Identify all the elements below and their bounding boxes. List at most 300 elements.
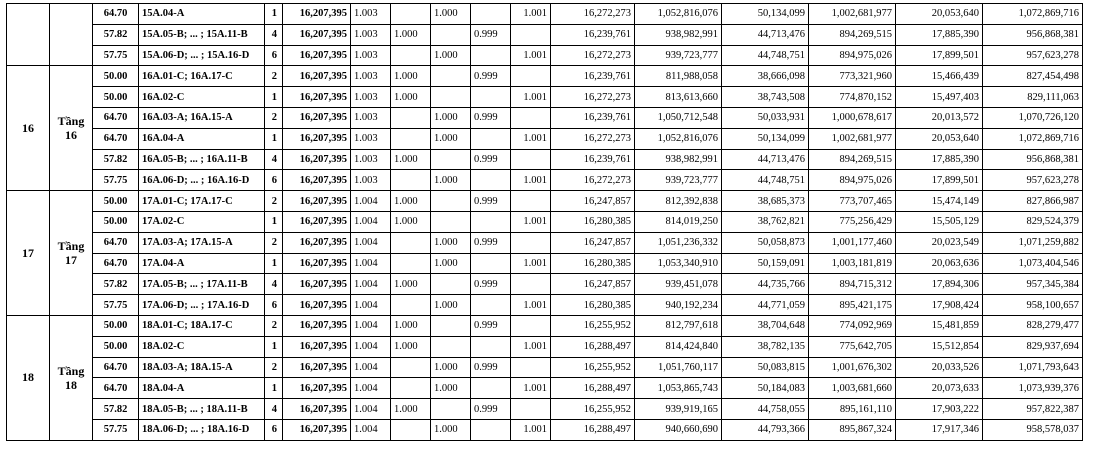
amount-3-cell: 17,894,306 (896, 274, 983, 295)
floor-number-cell: 18 (7, 315, 50, 440)
amount-2-cell: 894,975,026 (809, 45, 896, 66)
total-price-cell: 1,053,865,743 (635, 378, 722, 399)
coefficient-2-cell (391, 419, 431, 440)
coefficient-3-cell: 1.000 (431, 107, 471, 128)
table-row (7, 295, 1083, 316)
amount-1-cell: 38,685,373 (722, 191, 809, 212)
amount-3-cell: 20,033,526 (896, 357, 983, 378)
amount-1-cell: 50,058,873 (722, 232, 809, 253)
amount-3-cell: 15,481,859 (896, 315, 983, 336)
table-row (7, 191, 1083, 212)
amount-3-cell: 20,053,640 (896, 4, 983, 25)
amount-1-cell: 44,713,476 (722, 149, 809, 170)
total-price-cell: 812,797,618 (635, 315, 722, 336)
area-cell: 64.70 (93, 378, 139, 399)
area-cell: 50.00 (93, 336, 139, 357)
apartment-code-cell: 17A.04-A (139, 253, 265, 274)
unit-price-cell: 16,288,497 (551, 419, 635, 440)
amount-2-cell: 894,715,312 (809, 274, 896, 295)
coefficient-4-cell: 0.999 (471, 357, 511, 378)
quantity-cell: 4 (265, 274, 283, 295)
quantity-cell: 6 (265, 45, 283, 66)
amount-3-cell: 20,063,636 (896, 253, 983, 274)
coefficient-4-cell: 0.999 (471, 232, 511, 253)
table-row (7, 170, 1083, 191)
coefficient-4-cell: 0.999 (471, 107, 511, 128)
base-price-cell: 16,207,395 (283, 211, 351, 232)
base-price-cell: 16,207,395 (283, 149, 351, 170)
coefficient-4-cell (471, 253, 511, 274)
coefficient-2-cell: 1.000 (391, 87, 431, 108)
floor-label-cell: Tầng 18 (50, 315, 93, 440)
quantity-cell: 2 (265, 357, 283, 378)
coefficient-2-cell (391, 128, 431, 149)
coefficient-2-cell: 1.000 (391, 399, 431, 420)
quantity-cell: 6 (265, 295, 283, 316)
coefficient-4-cell: 0.999 (471, 315, 511, 336)
quantity-cell: 1 (265, 211, 283, 232)
amount-2-cell: 894,269,515 (809, 24, 896, 45)
coefficient-5-cell: 1.001 (511, 253, 551, 274)
coefficient-5-cell: 1.001 (511, 211, 551, 232)
coefficient-3-cell: 1.000 (431, 232, 471, 253)
table-row (7, 315, 1083, 336)
amount-4-cell: 1,073,404,546 (983, 253, 1083, 274)
total-price-cell: 814,019,250 (635, 211, 722, 232)
coefficient-2-cell (391, 107, 431, 128)
coefficient-2-cell (391, 357, 431, 378)
coefficient-2-cell: 1.000 (391, 315, 431, 336)
amount-1-cell: 44,758,055 (722, 399, 809, 420)
apartment-code-cell: 16A.05-B; ... ; 16A.11-B (139, 149, 265, 170)
quantity-cell: 1 (265, 128, 283, 149)
coefficient-1-cell: 1.004 (351, 295, 391, 316)
coefficient-4-cell (471, 87, 511, 108)
coefficient-5-cell: 1.001 (511, 87, 551, 108)
apartment-code-cell: 18A.01-C; 18A.17-C (139, 315, 265, 336)
table-row (7, 336, 1083, 357)
coefficient-2-cell (391, 45, 431, 66)
amount-1-cell: 44,735,766 (722, 274, 809, 295)
total-price-cell: 940,192,234 (635, 295, 722, 316)
coefficient-1-cell: 1.004 (351, 357, 391, 378)
table-row (7, 399, 1083, 420)
base-price-cell: 16,207,395 (283, 357, 351, 378)
coefficient-4-cell (471, 45, 511, 66)
coefficient-3-cell (431, 274, 471, 295)
coefficient-1-cell: 1.003 (351, 149, 391, 170)
area-cell: 50.00 (93, 191, 139, 212)
coefficient-2-cell: 1.000 (391, 24, 431, 45)
coefficient-5-cell (511, 399, 551, 420)
apartment-code-cell: 16A.03-A; 16A.15-A (139, 107, 265, 128)
base-price-cell: 16,207,395 (283, 170, 351, 191)
total-price-cell: 939,723,777 (635, 170, 722, 191)
amount-4-cell: 956,868,381 (983, 149, 1083, 170)
table-row (7, 107, 1083, 128)
area-cell: 64.70 (93, 107, 139, 128)
amount-1-cell: 50,083,815 (722, 357, 809, 378)
base-price-cell: 16,207,395 (283, 24, 351, 45)
coefficient-4-cell: 0.999 (471, 66, 511, 87)
amount-2-cell: 1,002,681,977 (809, 4, 896, 25)
coefficient-4-cell: 0.999 (471, 274, 511, 295)
amount-1-cell: 38,782,135 (722, 336, 809, 357)
table-row (7, 24, 1083, 45)
amount-3-cell: 17,885,390 (896, 149, 983, 170)
unit-price-cell: 16,247,857 (551, 232, 635, 253)
amount-4-cell: 827,454,498 (983, 66, 1083, 87)
apartment-code-cell: 15A.05-B; ... ; 15A.11-B (139, 24, 265, 45)
coefficient-4-cell (471, 211, 511, 232)
amount-2-cell: 895,161,110 (809, 399, 896, 420)
amount-4-cell: 828,279,477 (983, 315, 1083, 336)
coefficient-1-cell: 1.004 (351, 232, 391, 253)
unit-price-cell: 16,272,273 (551, 170, 635, 191)
area-cell: 64.70 (93, 4, 139, 25)
amount-1-cell: 38,762,821 (722, 211, 809, 232)
total-price-cell: 814,424,840 (635, 336, 722, 357)
base-price-cell: 16,207,395 (283, 274, 351, 295)
amount-3-cell: 17,908,424 (896, 295, 983, 316)
coefficient-3-cell: 1.000 (431, 4, 471, 25)
amount-1-cell: 44,793,366 (722, 419, 809, 440)
coefficient-3-cell: 1.000 (431, 170, 471, 191)
apartment-code-cell: 18A.04-A (139, 378, 265, 399)
amount-1-cell: 38,743,508 (722, 87, 809, 108)
amount-3-cell: 15,474,149 (896, 191, 983, 212)
coefficient-1-cell: 1.004 (351, 399, 391, 420)
table-body (7, 4, 1083, 441)
base-price-cell: 16,207,395 (283, 128, 351, 149)
base-price-cell: 16,207,395 (283, 253, 351, 274)
floor-number-cell: 17 (7, 191, 50, 316)
table-row (7, 357, 1083, 378)
coefficient-4-cell: 0.999 (471, 191, 511, 212)
amount-4-cell: 957,623,278 (983, 45, 1083, 66)
coefficient-4-cell (471, 295, 511, 316)
area-cell: 64.70 (93, 128, 139, 149)
coefficient-3-cell: 1.000 (431, 419, 471, 440)
coefficient-5-cell: 1.001 (511, 170, 551, 191)
total-price-cell: 940,660,690 (635, 419, 722, 440)
base-price-cell: 16,207,395 (283, 232, 351, 253)
unit-price-cell: 16,288,497 (551, 336, 635, 357)
area-cell: 64.70 (93, 253, 139, 274)
total-price-cell: 813,613,660 (635, 87, 722, 108)
apartment-code-cell: 15A.04-A (139, 4, 265, 25)
coefficient-4-cell (471, 128, 511, 149)
coefficient-2-cell (391, 4, 431, 25)
amount-2-cell: 775,642,705 (809, 336, 896, 357)
amount-3-cell: 17,899,501 (896, 170, 983, 191)
coefficient-4-cell: 0.999 (471, 24, 511, 45)
unit-price-cell: 16,255,952 (551, 357, 635, 378)
amount-4-cell: 1,070,726,120 (983, 107, 1083, 128)
coefficient-1-cell: 1.004 (351, 191, 391, 212)
amount-3-cell: 20,023,549 (896, 232, 983, 253)
amount-4-cell: 958,578,037 (983, 419, 1083, 440)
coefficient-5-cell (511, 315, 551, 336)
amount-2-cell: 1,000,678,617 (809, 107, 896, 128)
base-price-cell: 16,207,395 (283, 66, 351, 87)
base-price-cell: 16,207,395 (283, 399, 351, 420)
amount-2-cell: 1,002,681,977 (809, 128, 896, 149)
amount-2-cell: 773,321,960 (809, 66, 896, 87)
coefficient-1-cell: 1.003 (351, 24, 391, 45)
area-cell: 57.82 (93, 24, 139, 45)
unit-price-cell: 16,280,385 (551, 253, 635, 274)
amount-3-cell: 20,073,633 (896, 378, 983, 399)
coefficient-5-cell: 1.001 (511, 419, 551, 440)
amount-2-cell: 895,867,324 (809, 419, 896, 440)
area-cell: 57.75 (93, 419, 139, 440)
amount-2-cell: 1,001,676,302 (809, 357, 896, 378)
amount-1-cell: 44,771,059 (722, 295, 809, 316)
coefficient-3-cell: 1.000 (431, 45, 471, 66)
quantity-cell: 6 (265, 170, 283, 191)
apartment-code-cell: 17A.05-B; ... ; 17A.11-B (139, 274, 265, 295)
amount-4-cell: 956,868,381 (983, 24, 1083, 45)
amount-4-cell: 957,822,387 (983, 399, 1083, 420)
quantity-cell: 2 (265, 315, 283, 336)
base-price-cell: 16,207,395 (283, 378, 351, 399)
coefficient-4-cell (471, 170, 511, 191)
coefficient-3-cell: 1.000 (431, 295, 471, 316)
coefficient-4-cell (471, 378, 511, 399)
amount-2-cell: 895,421,175 (809, 295, 896, 316)
area-cell: 64.70 (93, 357, 139, 378)
coefficient-5-cell: 1.001 (511, 45, 551, 66)
coefficient-3-cell (431, 191, 471, 212)
coefficient-3-cell (431, 399, 471, 420)
unit-price-cell: 16,272,273 (551, 128, 635, 149)
coefficient-1-cell: 1.004 (351, 253, 391, 274)
amount-4-cell: 957,623,278 (983, 170, 1083, 191)
amount-3-cell: 17,903,222 (896, 399, 983, 420)
coefficient-5-cell (511, 191, 551, 212)
amount-1-cell: 44,748,751 (722, 170, 809, 191)
total-price-cell: 812,392,838 (635, 191, 722, 212)
area-cell: 57.82 (93, 399, 139, 420)
amount-1-cell: 50,134,099 (722, 128, 809, 149)
amount-1-cell: 38,666,098 (722, 66, 809, 87)
amount-2-cell: 773,707,465 (809, 191, 896, 212)
table-row (7, 253, 1083, 274)
unit-price-cell: 16,272,273 (551, 4, 635, 25)
coefficient-5-cell: 1.001 (511, 378, 551, 399)
unit-price-cell: 16,280,385 (551, 295, 635, 316)
table-row (7, 87, 1083, 108)
table-row (7, 419, 1083, 440)
area-cell: 64.70 (93, 232, 139, 253)
total-price-cell: 938,982,991 (635, 149, 722, 170)
coefficient-1-cell: 1.004 (351, 315, 391, 336)
base-price-cell: 16,207,395 (283, 4, 351, 25)
apartment-code-cell: 18A.05-B; ... ; 18A.11-B (139, 399, 265, 420)
base-price-cell: 16,207,395 (283, 45, 351, 66)
quantity-cell: 1 (265, 87, 283, 108)
amount-4-cell: 829,937,694 (983, 336, 1083, 357)
total-price-cell: 1,051,236,332 (635, 232, 722, 253)
base-price-cell: 16,207,395 (283, 107, 351, 128)
apartment-code-cell: 16A.04-A (139, 128, 265, 149)
amount-3-cell: 15,497,403 (896, 87, 983, 108)
coefficient-2-cell (391, 232, 431, 253)
unit-price-cell: 16,239,761 (551, 24, 635, 45)
coefficient-3-cell (431, 66, 471, 87)
apartment-code-cell: 16A.06-D; ... ; 16A.16-D (139, 170, 265, 191)
table-row (7, 211, 1083, 232)
quantity-cell: 4 (265, 24, 283, 45)
coefficient-3-cell (431, 87, 471, 108)
unit-price-cell: 16,288,497 (551, 378, 635, 399)
coefficient-3-cell (431, 149, 471, 170)
total-price-cell: 939,919,165 (635, 399, 722, 420)
quantity-cell: 1 (265, 253, 283, 274)
amount-4-cell: 829,524,379 (983, 211, 1083, 232)
unit-price-cell: 16,239,761 (551, 107, 635, 128)
coefficient-2-cell (391, 378, 431, 399)
apartment-code-cell: 18A.03-A; 18A.15-A (139, 357, 265, 378)
total-price-cell: 811,988,058 (635, 66, 722, 87)
amount-1-cell: 50,159,091 (722, 253, 809, 274)
area-cell: 50.00 (93, 66, 139, 87)
coefficient-3-cell (431, 336, 471, 357)
apartment-code-cell: 17A.03-A; 17A.15-A (139, 232, 265, 253)
coefficient-5-cell (511, 107, 551, 128)
unit-price-cell: 16,255,952 (551, 399, 635, 420)
amount-3-cell: 17,917,346 (896, 419, 983, 440)
apartment-code-cell: 17A.02-C (139, 211, 265, 232)
amount-3-cell: 15,512,854 (896, 336, 983, 357)
total-price-cell: 938,982,991 (635, 24, 722, 45)
apartment-code-cell: 15A.06-D; ... ; 15A.16-D (139, 45, 265, 66)
amount-1-cell: 44,713,476 (722, 24, 809, 45)
unit-price-cell: 16,239,761 (551, 66, 635, 87)
coefficient-2-cell: 1.000 (391, 191, 431, 212)
quantity-cell: 1 (265, 336, 283, 357)
table-row (7, 149, 1083, 170)
area-cell: 57.75 (93, 45, 139, 66)
total-price-cell: 1,052,816,076 (635, 128, 722, 149)
quantity-cell: 6 (265, 419, 283, 440)
coefficient-3-cell (431, 211, 471, 232)
amount-1-cell: 44,748,751 (722, 45, 809, 66)
coefficient-4-cell (471, 4, 511, 25)
coefficient-5-cell (511, 149, 551, 170)
amount-4-cell: 1,073,939,376 (983, 378, 1083, 399)
quantity-cell: 2 (265, 232, 283, 253)
coefficient-2-cell (391, 295, 431, 316)
amount-3-cell: 20,053,640 (896, 128, 983, 149)
unit-price-cell: 16,272,273 (551, 87, 635, 108)
coefficient-4-cell: 0.999 (471, 399, 511, 420)
coefficient-5-cell: 1.001 (511, 295, 551, 316)
coefficient-1-cell: 1.004 (351, 419, 391, 440)
amount-3-cell: 17,899,501 (896, 45, 983, 66)
quantity-cell: 4 (265, 149, 283, 170)
coefficient-2-cell (391, 170, 431, 191)
amount-3-cell: 17,885,390 (896, 24, 983, 45)
apartment-code-cell: 18A.02-C (139, 336, 265, 357)
coefficient-5-cell (511, 357, 551, 378)
area-cell: 50.00 (93, 211, 139, 232)
coefficient-2-cell: 1.000 (391, 274, 431, 295)
amount-1-cell: 50,134,099 (722, 4, 809, 25)
total-price-cell: 1,053,340,910 (635, 253, 722, 274)
base-price-cell: 16,207,395 (283, 336, 351, 357)
unit-price-cell: 16,255,952 (551, 315, 635, 336)
area-cell: 50.00 (93, 87, 139, 108)
floor-label-cell (50, 4, 93, 66)
area-cell: 57.75 (93, 170, 139, 191)
amount-4-cell: 829,111,063 (983, 87, 1083, 108)
coefficient-5-cell (511, 232, 551, 253)
amount-2-cell: 1,001,177,460 (809, 232, 896, 253)
coefficient-3-cell (431, 315, 471, 336)
quantity-cell: 2 (265, 107, 283, 128)
unit-price-cell: 16,247,857 (551, 191, 635, 212)
coefficient-2-cell (391, 253, 431, 274)
amount-2-cell: 894,269,515 (809, 149, 896, 170)
amount-2-cell: 1,003,181,819 (809, 253, 896, 274)
quantity-cell: 4 (265, 399, 283, 420)
coefficient-1-cell: 1.004 (351, 211, 391, 232)
amount-4-cell: 1,072,869,716 (983, 4, 1083, 25)
total-price-cell: 1,052,816,076 (635, 4, 722, 25)
quantity-cell: 2 (265, 191, 283, 212)
coefficient-5-cell (511, 66, 551, 87)
coefficient-1-cell: 1.003 (351, 128, 391, 149)
apartment-code-cell: 17A.01-C; 17A.17-C (139, 191, 265, 212)
quantity-cell: 1 (265, 4, 283, 25)
coefficient-5-cell (511, 274, 551, 295)
coefficient-1-cell: 1.003 (351, 87, 391, 108)
coefficient-3-cell: 1.000 (431, 253, 471, 274)
base-price-cell: 16,207,395 (283, 295, 351, 316)
amount-2-cell: 774,092,969 (809, 315, 896, 336)
apartment-code-cell: 18A.06-D; ... ; 18A.16-D (139, 419, 265, 440)
coefficient-5-cell: 1.001 (511, 4, 551, 25)
amount-4-cell: 1,071,793,643 (983, 357, 1083, 378)
total-price-cell: 1,051,760,117 (635, 357, 722, 378)
coefficient-1-cell: 1.003 (351, 170, 391, 191)
coefficient-1-cell: 1.004 (351, 336, 391, 357)
area-cell: 57.75 (93, 295, 139, 316)
coefficient-5-cell (511, 24, 551, 45)
amount-3-cell: 15,505,129 (896, 211, 983, 232)
unit-price-cell: 16,247,857 (551, 274, 635, 295)
amount-4-cell: 1,072,869,716 (983, 128, 1083, 149)
total-price-cell: 939,451,078 (635, 274, 722, 295)
amount-2-cell: 1,003,681,660 (809, 378, 896, 399)
table-row (7, 4, 1083, 25)
apartment-code-cell: 16A.01-C; 16A.17-C (139, 66, 265, 87)
coefficient-4-cell (471, 419, 511, 440)
amount-2-cell: 774,870,152 (809, 87, 896, 108)
floor-number-cell: 16 (7, 66, 50, 191)
coefficient-3-cell: 1.000 (431, 128, 471, 149)
coefficient-5-cell: 1.001 (511, 336, 551, 357)
amount-4-cell: 1,071,259,882 (983, 232, 1083, 253)
table-row (7, 128, 1083, 149)
amount-4-cell: 957,345,384 (983, 274, 1083, 295)
quantity-cell: 2 (265, 66, 283, 87)
unit-price-cell: 16,239,761 (551, 149, 635, 170)
coefficient-1-cell: 1.003 (351, 45, 391, 66)
unit-price-cell: 16,280,385 (551, 211, 635, 232)
